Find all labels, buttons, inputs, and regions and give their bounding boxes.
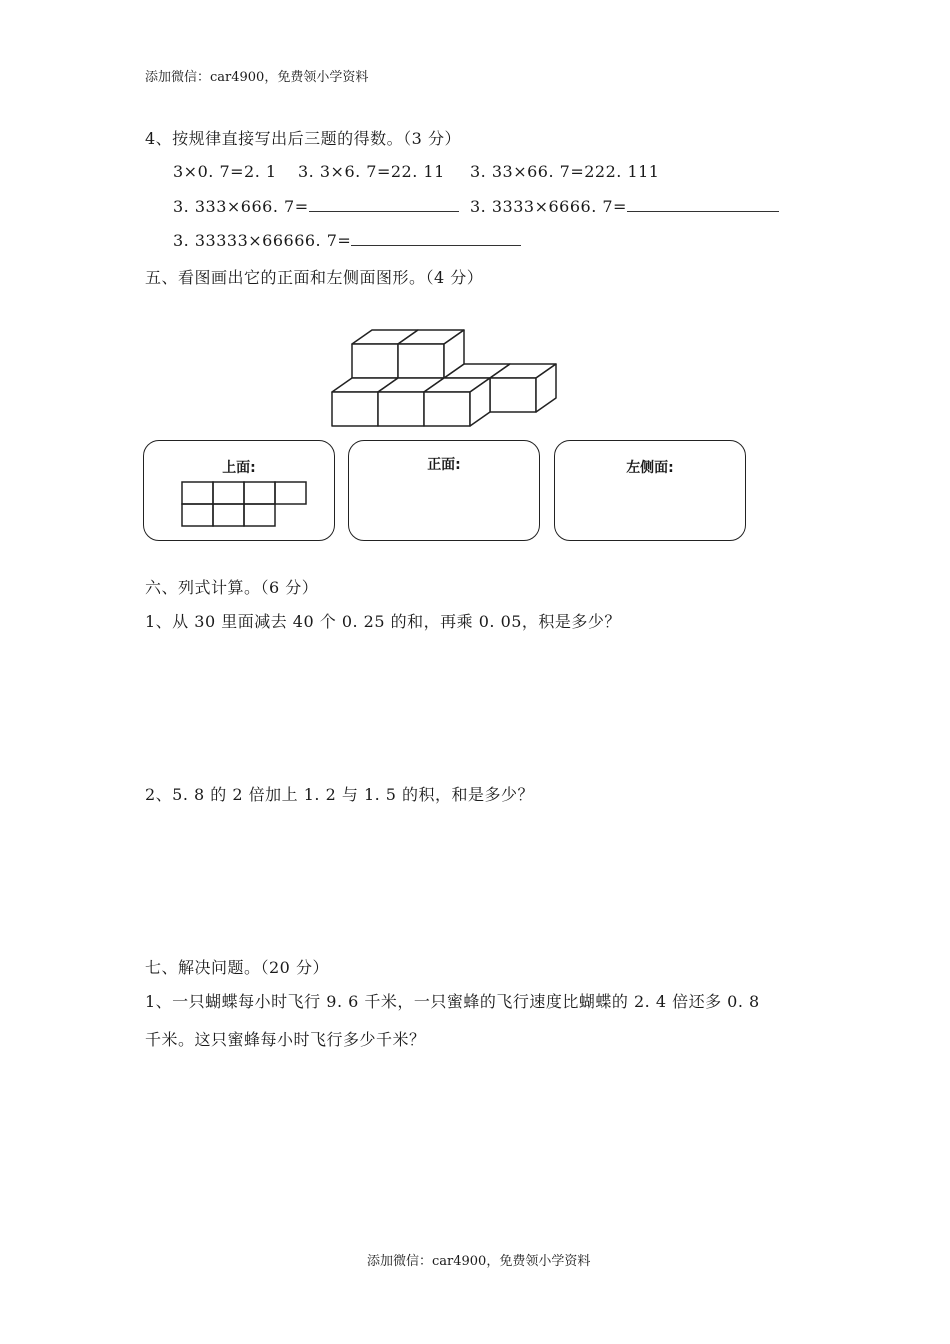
q4-example-1: 3×0. 7=2. 1 <box>173 162 277 181</box>
section6-title: 六、列式计算。（6 分） <box>145 578 319 597</box>
q4-answer-blank-3[interactable] <box>351 231 521 246</box>
section6-q2-answer-area[interactable] <box>145 815 805 945</box>
section7-title: 七、解决问题。（20 分） <box>145 958 329 977</box>
q4-title: 4、按规律直接写出后三题的得数。（3 分） <box>145 129 461 148</box>
top-view-label: 上面: <box>222 460 256 476</box>
front-view-box[interactable] <box>348 440 540 541</box>
cube-figure <box>325 325 565 435</box>
section7-q1-line2: 千米。这只蜜蜂每小时飞行多少千米？ <box>145 1030 426 1049</box>
q4-task-2-text: 3. 3333×6666. 7= <box>470 197 627 216</box>
q4-task-2 <box>470 197 779 216</box>
front-view-label: 正面: <box>427 457 461 473</box>
top-view-grid <box>180 480 310 530</box>
section6-q2: 2、5. 8 的 2 倍加上 1. 2 与 1. 5 的积，和是多少？ <box>145 785 535 804</box>
q4-example-3: 3. 33×66. 7=222. 111 <box>470 162 660 181</box>
q4-task-3 <box>173 231 521 250</box>
section5-title: 五、看图画出它的正面和左侧面图形。（4 分） <box>145 268 484 287</box>
left-view-label: 左侧面: <box>626 460 674 476</box>
section6-q1-answer-area[interactable] <box>145 640 805 770</box>
top-view-box <box>143 440 335 541</box>
q4-answer-blank-1[interactable] <box>309 197 459 212</box>
q4-task-3-text: 3. 33333×66666. 7= <box>173 231 352 250</box>
q4-task-1 <box>173 197 459 216</box>
section7-q1-line1: 1、一只蝴蝶每小时飞行 9. 6 千米，一只蜜蜂的飞行速度比蝴蝶的 2. 4 倍还多 0. 8 <box>145 992 760 1011</box>
q4-answer-blank-2[interactable] <box>627 197 779 212</box>
q4-task-1-text: 3. 333×666. 7= <box>173 197 309 216</box>
header-watermark: 添加微信：car4900，免费领小学资料 <box>145 70 369 85</box>
footer-watermark: 添加微信：car4900，免费领小学资料 <box>367 1254 591 1269</box>
left-view-box[interactable] <box>554 440 746 541</box>
section7-q1-answer-area[interactable] <box>145 1060 805 1230</box>
section6-q1: 1、从 30 里面减去 40 个 0. 25 的和，再乘 0. 05，积是多少？ <box>145 612 621 631</box>
q4-example-2: 3. 3×6. 7=22. 11 <box>298 162 445 181</box>
